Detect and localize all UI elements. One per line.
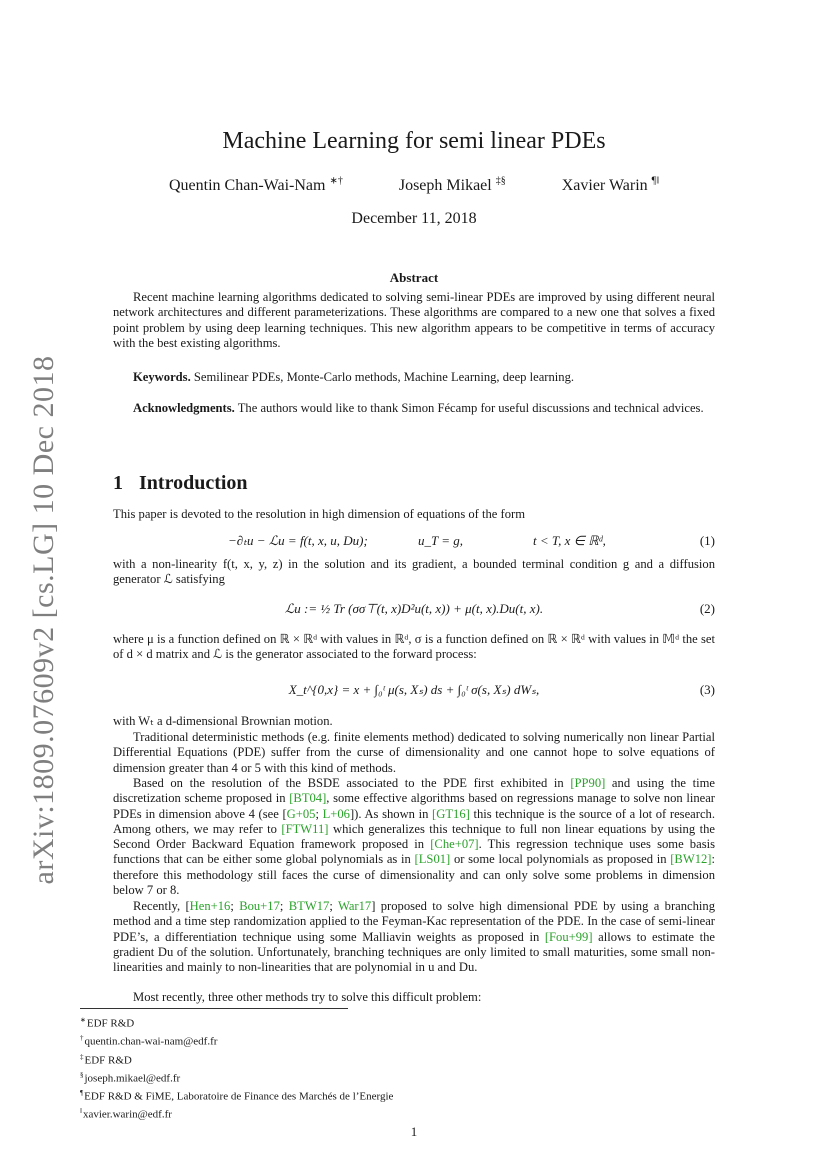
equation-1-condition: t < T, x ∈ ℝᵈ,	[533, 533, 606, 548]
section-heading	[113, 472, 248, 495]
citation-link[interactable]: [BW12]	[670, 852, 712, 867]
paragraph-brownian: with Wₜ a d-dimensional Brownian motion.	[113, 714, 333, 728]
footnote: §joseph.mikael@edf.fr	[80, 1070, 181, 1085]
citation-link[interactable]: [Fou+99]	[544, 929, 593, 944]
equation-3	[113, 682, 715, 700]
equation-2-number: (2)	[699, 601, 715, 616]
citation-link[interactable]: War17	[337, 899, 372, 913]
citation-link[interactable]: L+06	[322, 806, 350, 821]
citation-link[interactable]: [PP90]	[570, 776, 606, 790]
paper-title: Machine Learning for semi linear PDEs	[222, 128, 606, 154]
author: Quentin Chan-Wai-Nam ∗†	[169, 176, 343, 195]
arxiv-watermark	[14, 355, 74, 885]
equation-2	[113, 601, 715, 619]
author: Xavier Warin ¶‖	[561, 176, 659, 195]
arxiv-id: arXiv:1809.07609v2 [cs.LG] 10 Dec 2018	[27, 355, 60, 885]
section-title: Introduction	[139, 472, 248, 494]
paragraph-definitions: where μ is a function defined on ℝ × ℝᵈ with values in ℝᵈ, σ is a function defined on ℝ × ℝᵈ with values in 𝕄ᵈ the set of d × d matrix and ℒ is the generator associated to the forward process:	[113, 632, 715, 662]
section-number: 1	[113, 472, 123, 494]
citation-link[interactable]: [GT16]	[432, 806, 470, 821]
paragraph-most-recent: Most recently, three other methods try to solve this difficult problem:	[133, 990, 482, 1004]
acknowledgments-text: The authors would like to thank Simon Fécamp for useful discussions and technical advices.	[237, 401, 704, 415]
footnote: †quentin.chan-wai-nam@edf.fr	[80, 1034, 218, 1048]
keywords-text: Semilinear PDEs, Monte-Carlo methods, Machine Learning, deep learning.	[193, 370, 575, 384]
footnote: ‡EDF R&D	[80, 1052, 132, 1067]
equation-1-lhs: −∂ₜu − ℒu = f(t, x, u, Du);	[228, 533, 368, 548]
citation-link[interactable]: [FTW11]	[281, 821, 329, 836]
citation-link[interactable]: [BT04]	[289, 791, 327, 806]
equation-1-terminal: u_T = g,	[418, 533, 464, 548]
intro-paragraph: This paper is devoted to the resolution in high dimension of equations of the form	[113, 507, 526, 521]
keywords-label: Keywords.	[133, 370, 191, 384]
paragraph-traditional: Traditional deterministic methods (e.g. finite elements method) dedicated to solving numerically non linear Partial Differential Equations (PDE) suffer from the curse of dimensionality and one cannot hope to solve equations of dimension greater than 4 or 5 with this kind of methods.	[113, 730, 715, 775]
citation-link[interactable]: Hen+16	[189, 899, 231, 913]
citation-link[interactable]: BTW17	[288, 899, 330, 913]
keywords	[113, 370, 715, 385]
paragraph-recent: Recently, [Hen+16; Bou+17; BTW17; War17] proposed to solve high dimensional PDE by using a branching method and a time step randomization applied to the Feyman-Kac representation of the PDE. In the case of semi-linear PDE’s, a differentiation technique using some Malliavin weights as proposed in [Fou+99] allows to estimate the gradient Du of the solution. Unfortunately, branching techniques are only limited to small maturities, some small non-linearities and mainly to non-linearities that are polynomial in u and Du.	[113, 899, 716, 975]
equation-1	[113, 533, 715, 549]
paper-date: December 11, 2018	[351, 210, 477, 227]
paragraph-bsde: Based on the resolution of the BSDE associated to the PDE first exhibited in [PP90] and using the time discretization scheme proposed in [BT04], some effective algorithms based on regressions manage to solve non linear PDEs in dimension above 4 (see [G+05; L+06]). As shown in [GT16] this technique is the source of a lot of research. Among others, we may refer to [FTW11] which generalizes this technique to full non linear equations by using the Second Order Backward Equation framework proposed in [Che+07]. This regression technique uses some basis functions that can be either some global polynomials as in [LS01] or some local polynomials as proposed in [BW12]: therefore this methodology still faces the curse of dimensionality and can only solve some problems in dimension below 7 or 8.	[113, 776, 715, 898]
citation-link[interactable]: [LS01]	[414, 852, 451, 867]
equation-1-number: (1)	[699, 533, 715, 548]
equation-2-body: ℒu := ½ Tr (σσ⊤(t, x)D²u(t, x)) + μ(t, x).Du(t, x).	[284, 601, 544, 616]
equation-3-number: (3)	[699, 682, 715, 697]
footnotes	[80, 1013, 393, 1123]
footnote-divider	[80, 1008, 348, 1009]
citation-link[interactable]: Bou+17	[239, 899, 280, 913]
author: Joseph Mikael ‡§	[398, 176, 506, 195]
equation-3-body: X_t^{0,x} = x + ∫₀ᵗ μ(s, Xₛ) ds + ∫₀ᵗ σ(s, Xₛ) dWₛ,	[288, 682, 540, 697]
footnote: ‖xavier.warin@edf.fr	[80, 1107, 172, 1121]
acknowledgments-label: Acknowledgments.	[133, 401, 235, 415]
abstract-text: Recent machine learning algorithms dedicated to solving semi-linear PDEs are improved by using different neural network architectures and different parameterizations. These algorithms are compared to a new one that solves a fixed point problem by using deep learning techniques. This new algorithm appears to be competitive in terms of accuracy with the best existing algorithms.	[113, 290, 715, 350]
acknowledgments	[113, 401, 715, 416]
citation-link[interactable]: [Che+07]	[430, 837, 479, 852]
footnote: ¶EDF R&D & FiME, Laboratoire de Finance des Marchés de l’Energie	[80, 1089, 394, 1103]
footnote: ∗EDF R&D	[80, 1016, 135, 1030]
author-list	[0, 176, 828, 195]
page-number: 1	[410, 1124, 418, 1139]
citation-link[interactable]: G+05	[286, 806, 316, 821]
paragraph-nonlinearity: with a non-linearity f(t, x, y, z) in the solution and its gradient, a bounded terminal condition g and a diffusion generator ℒ satisfying	[113, 557, 715, 587]
abstract-heading: Abstract	[389, 270, 439, 285]
